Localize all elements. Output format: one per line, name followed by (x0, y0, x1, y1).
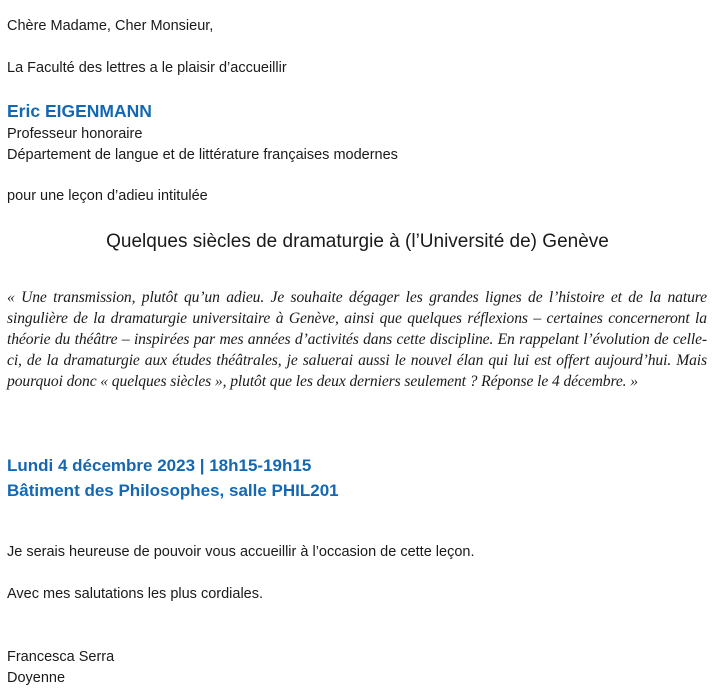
signatory-name: Francesca Serra (7, 649, 115, 665)
lecture-abstract: « Une transmission, plutôt qu’un adieu. Je souhaite dégager les grandes lignes de l’histoire et de la nature singulière de la dramaturgie universitaire à Genève, ainsi que quelques réflexions – certaines concerneront la théorie du théâtre – inspirées par mes années d’activités dans cette discipline. En rappelant l’évolution de celle-ci, de la dramaturgie aux études théâtrales, je saluerai aussi le nouvel élan qui lui est offert aujourd’hui. Mais pourquoi donc « quelques siècles », plutôt que les deux derniers seulement ? Réponse le 4 décembre. » (7, 289, 707, 390)
speaker-department: Département de langue et de littérature françaises modernes (7, 147, 398, 163)
closing-greetings: Avec mes salutations les plus cordiales. (7, 586, 264, 602)
closing-welcome: Je serais heureuse de pouvoir vous accueillir à l’occasion de cette leçon. (7, 544, 475, 560)
speaker-name: Eric EIGENMANN (7, 101, 152, 121)
intro-sentence: La Faculté des lettres a le plaisir d’accueillir (7, 60, 287, 76)
speaker-position: Professeur honoraire (7, 126, 143, 142)
lecture-title: Quelques siècles de dramaturgie à (l’Université de) Genève (106, 231, 609, 252)
signatory-role: Doyenne (7, 670, 66, 686)
salutation: Chère Madame, Cher Monsieur, (7, 18, 214, 34)
event-datetime: Lundi 4 décembre 2023 | 18h15-19h15 (7, 456, 312, 475)
event-location: Bâtiment des Philosophes, salle PHIL201 (7, 481, 339, 500)
lecture-intro: pour une leçon d’adieu intitulée (7, 188, 208, 204)
